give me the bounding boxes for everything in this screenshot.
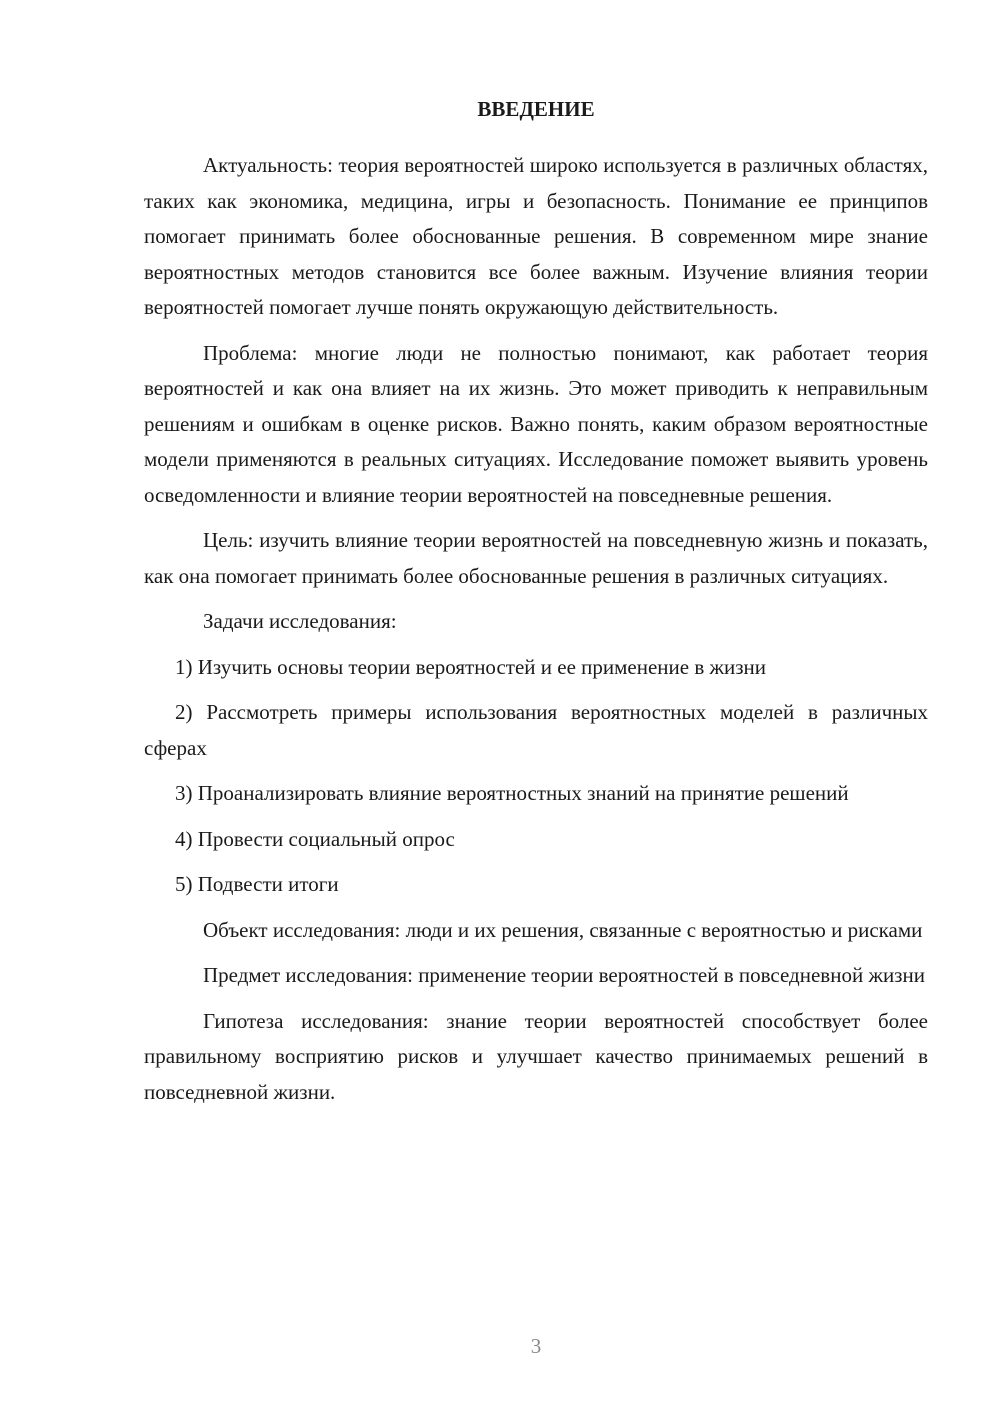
- goal-paragraph: Цель: изучить влияние теории вероятностей на повседневную жизнь и показать, как она помогает принимать более обоснованные решения в различных ситуациях.: [144, 528, 928, 588]
- subject-paragraph: Предмет исследования: применение теории вероятностей в повседневной жизни: [203, 963, 925, 987]
- page-number: 3: [530, 1334, 542, 1358]
- task-item-3: 3) Проанализировать влияние вероятностных знаний на принятие решений: [175, 781, 849, 805]
- problem-paragraph: Проблема: многие люди не полностью понимают, как работает теория вероятностей и как она влияет на их жизнь. Это может приводить к неправильным решениям и ошибкам в оценке рисков. Важно понять, каким образом вероятностные модели применяются в реальных ситуациях. Исследование поможет выявить уровень осведомленности и влияние теории вероятностей на повседневные решения.: [144, 340, 928, 507]
- hypothesis-paragraph: Гипотеза исследования: знание теории вероятностей способствует более правильному восприятию рисков и улучшает качество принимаемых решений в повседневной жизни.: [144, 1008, 928, 1104]
- tasks-title: Задачи исследования:: [203, 609, 397, 633]
- task-item-4: 4) Провести социальный опрос: [175, 826, 455, 851]
- task-item-1: 1) Изучить основы теории вероятностей и ее применение в жизни: [175, 654, 767, 679]
- relevance-paragraph: Актуальность: теория вероятностей широко используется в различных областях, таких как экономика, медицина, игры и безопасность. Понимание ее принципов помогает принимать более обоснованные решения. В современном мире знание вероятностных методов становится все более важным. Изучение влияния теории вероятностей помогает лучше понять окружающую действительность.: [144, 153, 928, 319]
- task-item-2: 2) Рассмотреть примеры использования вероятностных моделей в различных сферах: [144, 700, 928, 760]
- task-item-5: 5) Подвести итоги: [175, 872, 339, 896]
- document-page: [144, 96, 928, 1110]
- page-title: ВВЕДЕНИЕ: [477, 97, 595, 121]
- object-paragraph: Объект исследования: люди и их решения, связанные с вероятностью и рисками: [203, 917, 923, 942]
